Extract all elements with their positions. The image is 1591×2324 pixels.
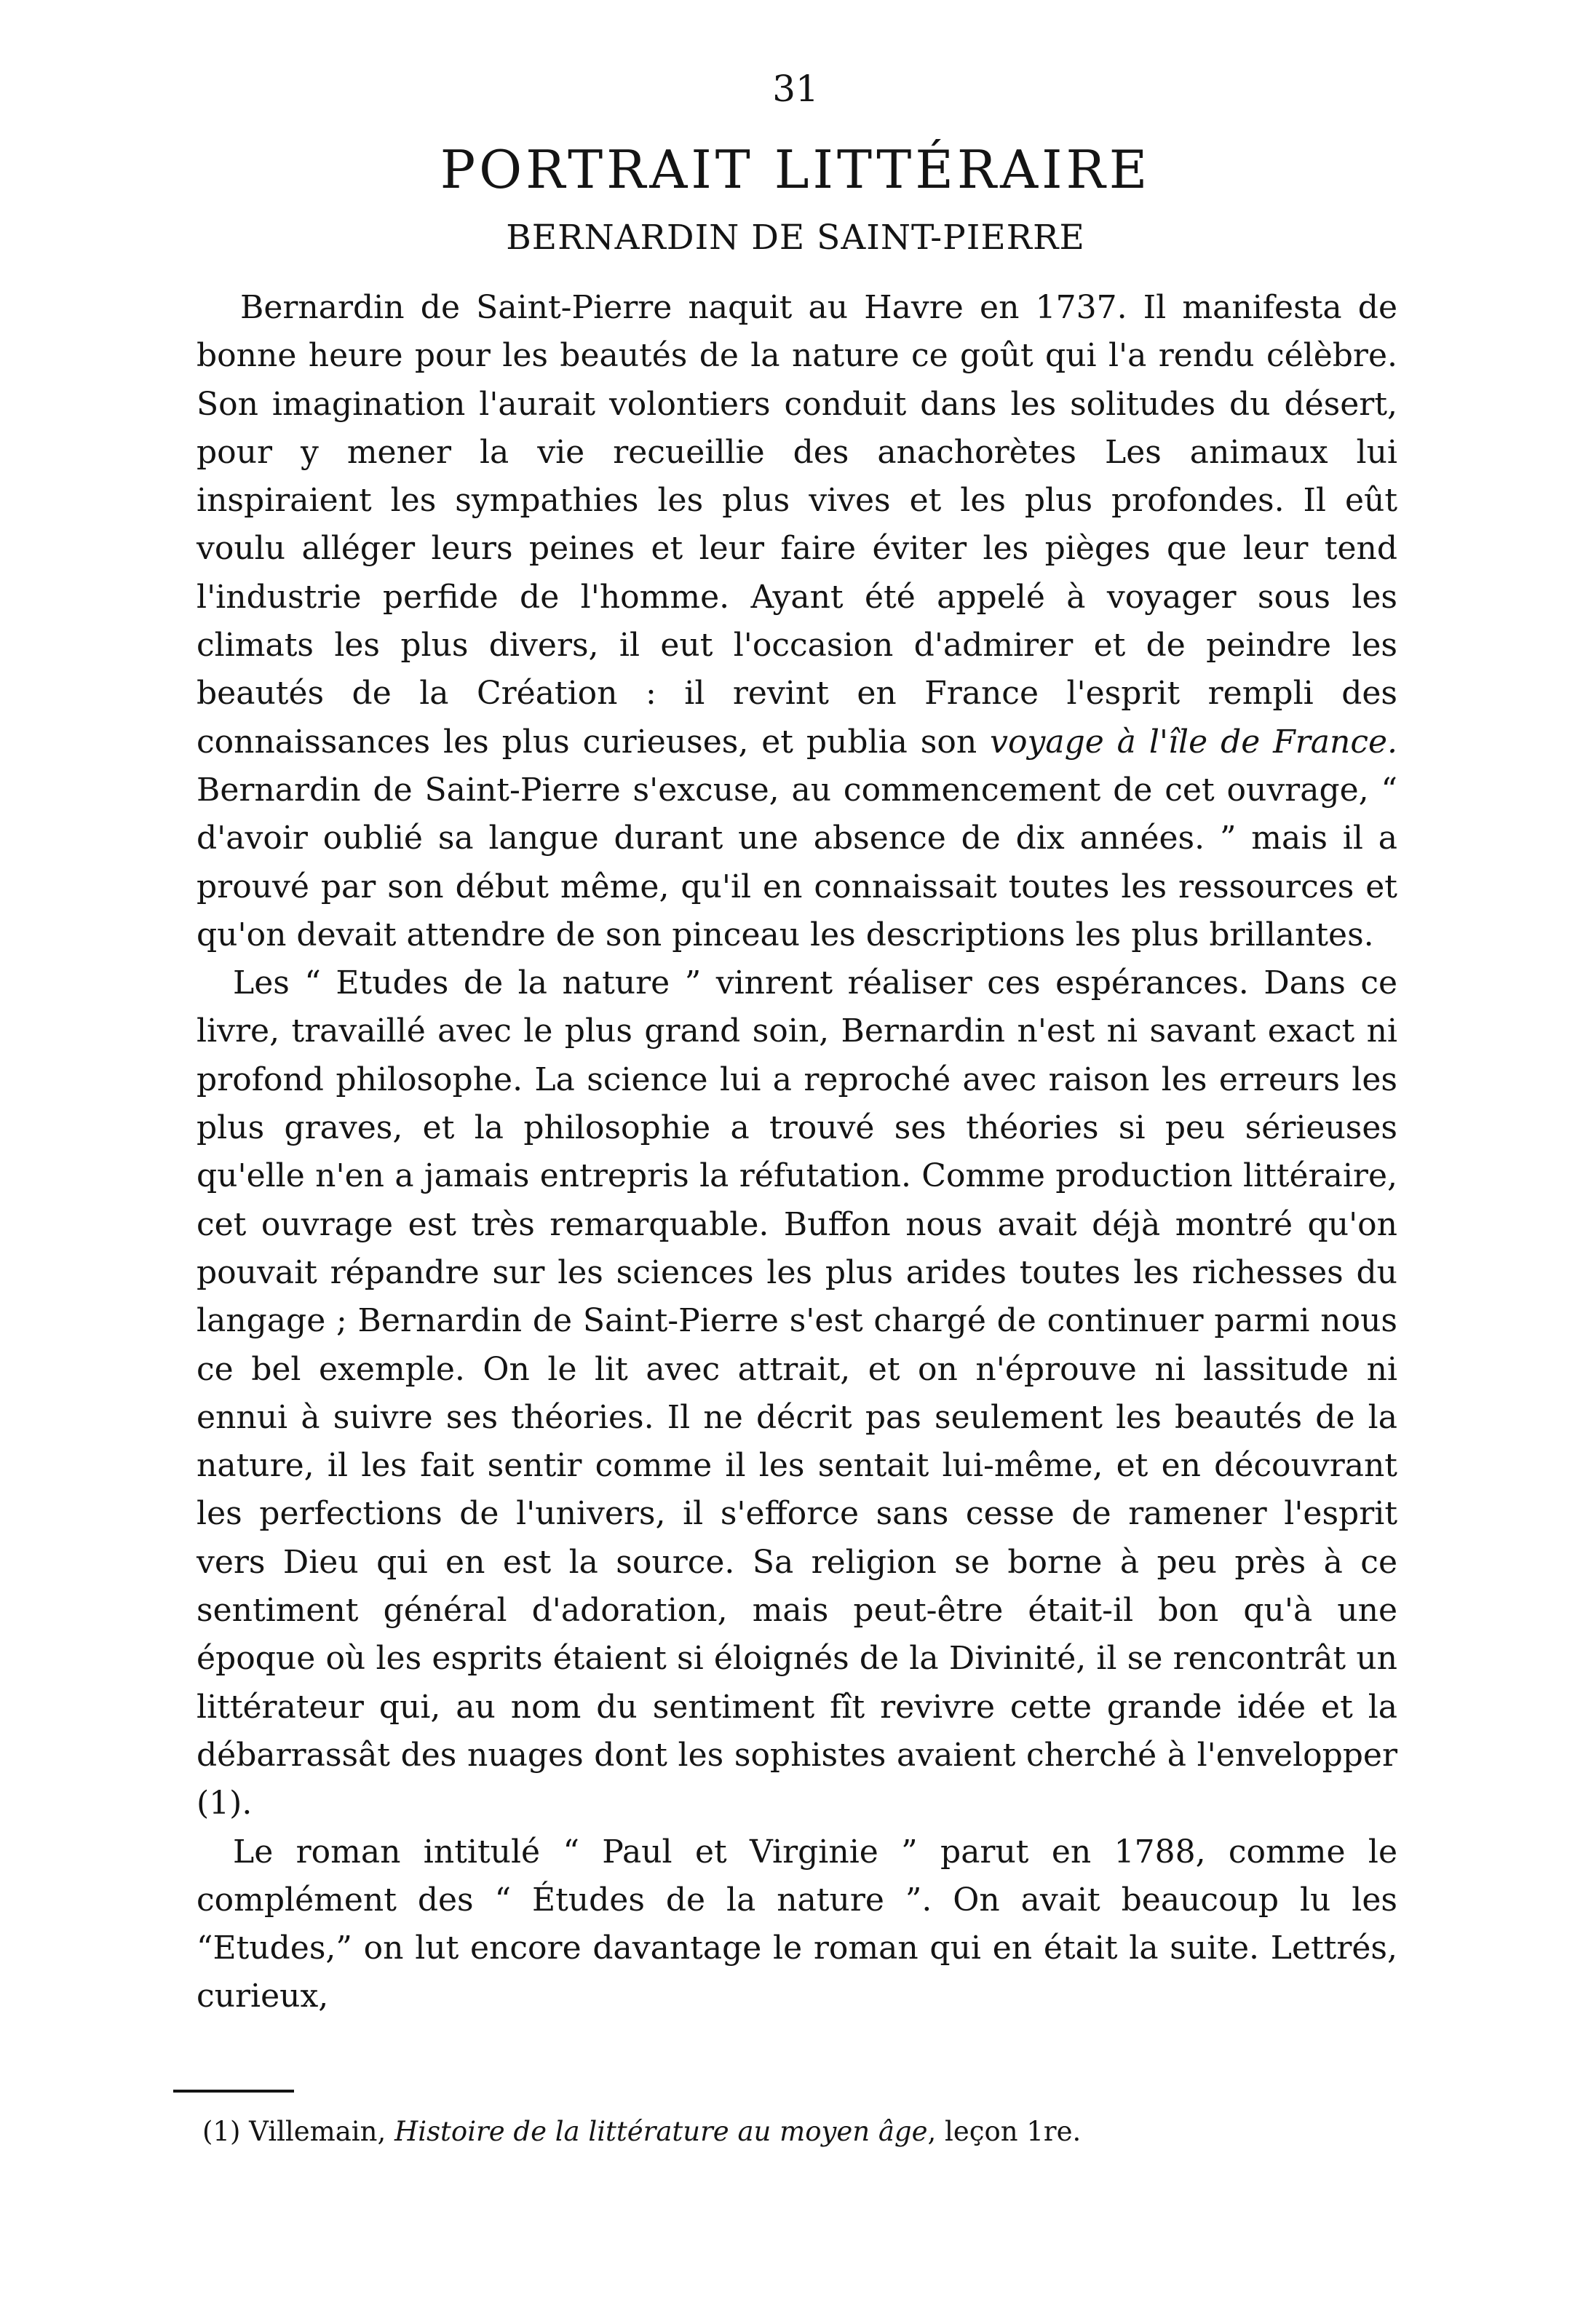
page-number: 31 [772,68,819,110]
paragraph-2: Les “ Etudes de la nature ” vinrent réaliser ces espérances. Dans ce livre, travaillé avec le plus grand soin, Bernardin n'est ni savant exact ni profond philosophe. La science lui a reproché avec raison les erreurs les plus graves, et la philosophie a trouvé ses théories si peu sérieuses qu'elle n'en a jamais entrepris la réfutation. Comme production littéraire, cet ouvrage est très remarquable. Buffon nous avait déjà montré qu'on pouvait répandre sur les sciences les plus arides toutes les richesses du langage ; Bernardin de Saint-Pierre s'est chargé de continuer parmi nous ce bel exemple. On le lit avec attrait, et on n'éprouve ni lassitude ni ennui à suivre ses théories. Il ne décrit pas seulement les beautés de la nature, il les fait sentir comme il les sentait lui-même, et en découvrant les perfections de l'univers, il s'efforce sans cesse de ramener l'esprit vers Dieu qui en est la source. Sa religion se borne à peu près à ce sentiment général d'adoration, mais peut-être était-il bon qu'à une époque où les esprits étaient si éloignés de la Divinité, il se rencontrât un littérateur qui, au nom du sentiment fît revivre cette grande idée et la débarrassât des nuages dont les sophistes avaient cherché à l'envelopper (1). [197,964,1397,1823]
footnote-divider [173,2090,294,2093]
paragraph-1-work-title: voyage à l'île de France. [990,723,1397,761]
paragraph-1-text-b: Bernardin de Saint-Pierre s'excuse, au commencement de cet ouvrage, “ d'avoir oublié sa langue durant une absence de dix années. ” mais il a prouvé par son début même, qu'il en connaissait toutes les ressources et qu'on devait attendre de son pinceau les descriptions les plus brillantes. [197,771,1397,953]
paragraph-1 [197,284,1397,959]
page-subtitle: BERNARDIN DE SAINT-PIERRE [506,218,1085,258]
footnote-work-title: Histoire de la littérature au moyen âge [394,2116,928,2147]
body-text [197,284,1397,2021]
paragraph-1-text-a: Bernardin de Saint-Pierre naquit au Havre en 1737. Il manifesta de bonne heure pour les beautés de la nature ce goût qui l'a rendu célèbre. Son imagination l'aurait volontiers conduit dans les solitudes du désert, pour y mener la vie recueillie des anachorètes Les animaux lui inspiraient les sympathies les plus vives et les plus profondes. Il eût voulu alléger leurs peines et leur faire éviter les pièges que leur tend l'industrie perfide de l'homme. Ayant été appelé à voyager sous les climats les plus divers, il eut l'occasion d'admirer et de peindre les beautés de la Création : il revint en France l'esprit rempli des connaissances les plus curieuses, et publia son [197,289,1397,761]
footnote-rest: , leçon 1re. [927,2116,1082,2147]
page-title: PORTRAIT LITTÉRAIRE [440,139,1151,200]
paragraph-3: Le roman intitulé “ Paul et Virginie ” parut en 1788, comme le complément des “ Études de la nature ”. On avait beaucoup lu les “Etudes,” on lut encore davantage le roman qui en était la suite. Lettrés, curieux, [197,1833,1397,2015]
footnote-marker: (1) Villemain, [202,2116,394,2147]
footnote [202,2114,1403,2149]
